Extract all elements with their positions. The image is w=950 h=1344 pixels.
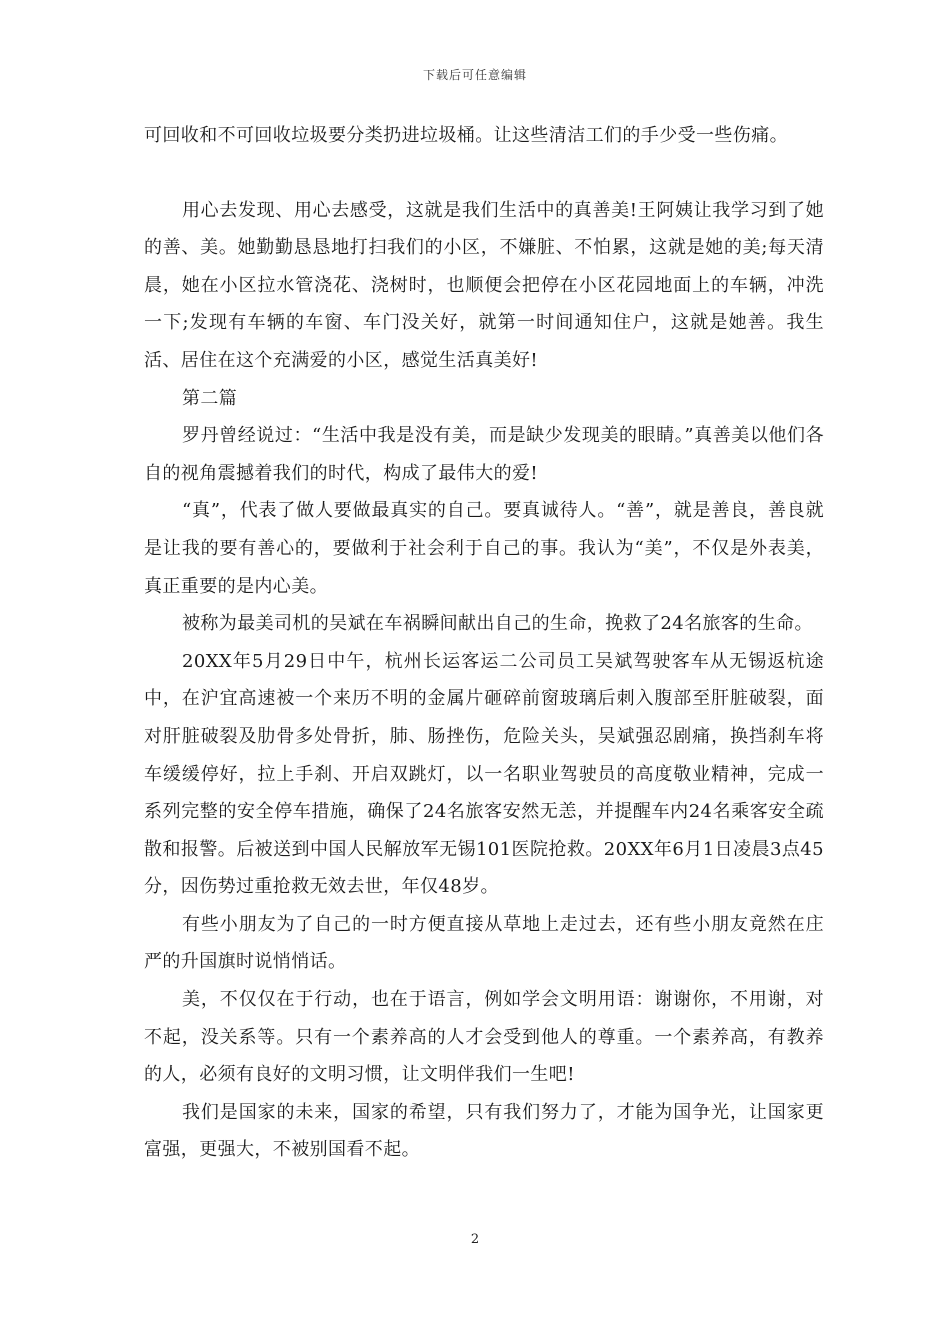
- page-header: 下载后可任意编辑: [422, 68, 527, 82]
- paragraph-gap: [144, 155, 824, 192]
- paragraph-continuation: 可回收和不可回收垃圾要分类扔进垃圾桶。让这些清洁工们的手少受一些伤痛。: [144, 125, 788, 146]
- page-number: 2: [470, 1232, 480, 1247]
- paragraph: 被称为最美司机的吴斌在车祸瞬间献出自己的生命，挽救了24名旅客的生命。: [182, 613, 813, 635]
- paragraph: “真”，代表了做人要做最真实的自己。要真诚待人。“善”，就是善良，善良就是让我的要有善心的，要做利于社会利于自己的事。我认为“美”，不仅是外表美，真正重要的是内心美。: [144, 500, 824, 597]
- paragraph: 用心去发现、用心去感受，这就是我们生活中的真善美!王阿姨让我学习到了她的善、美。她勤勤恳恳地打扫我们的小区，不嫌脏、不怕累，这就是她的美;每天清晨，她在小区拉水管浇花、浇树时，也顺便会把停在小区花园地面上的车辆，冲洗一下;发现有车辆的车窗、车门没关好，就第一时间通知住户，这就是她善。我生活、居住在这个充满爱的小区，感觉生活真美好!: [144, 199, 824, 371]
- paragraph: 20XX年5月29日中午，杭州长运客运二公司员工吴斌驾驶客车从无锡返杭途中，在沪宜高速被一个来历不明的金属片砸碎前窗玻璃后刺入腹部至肝脏破裂，面对肝脏破裂及肋骨多处骨折，肺、肠挫伤，危险关头，吴斌强忍剧痛，换挡刹车将车缓缓停好，拉上手刹、开启双跳灯，以一名职业驾驶员的高度敬业精神，完成一系列完整的安全停车措施，确保了24名旅客安然无恙，并提醒车内24名乘客安全疏散和报警。后被送到中国人民解放军无锡101医院抢救。20XX年6月1日凌晨3点45分，因伤势过重抢救无效去世，年仅48岁。: [144, 650, 824, 898]
- document-body: [144, 117, 824, 1169]
- section-heading: 第二篇: [182, 387, 238, 409]
- paragraph: 我们是国家的未来，国家的希望，只有我们努力了，才能为国争光，让国家更富强，更强大，不被别国看不起。: [144, 1101, 824, 1161]
- paragraph: 有些小朋友为了自己的一时方便直接从草地上走过去，还有些小朋友竟然在庄严的升国旗时说悄悄话。: [144, 913, 824, 973]
- paragraph: 罗丹曾经说过：“生活中我是没有美，而是缺少发现美的眼睛。”真善美以他们各自的视角震撼着我们的时代，构成了最伟大的爱!: [144, 425, 824, 484]
- paragraph: 美，不仅仅在于行动，也在于语言，例如学会文明用语：谢谢你，不用谢，对不起，没关系等。只有一个素养高的人才会受到他人的尊重。一个素养高，有教养的人，必须有良好的文明习惯，让文明伴我们一生吧!: [144, 989, 824, 1086]
